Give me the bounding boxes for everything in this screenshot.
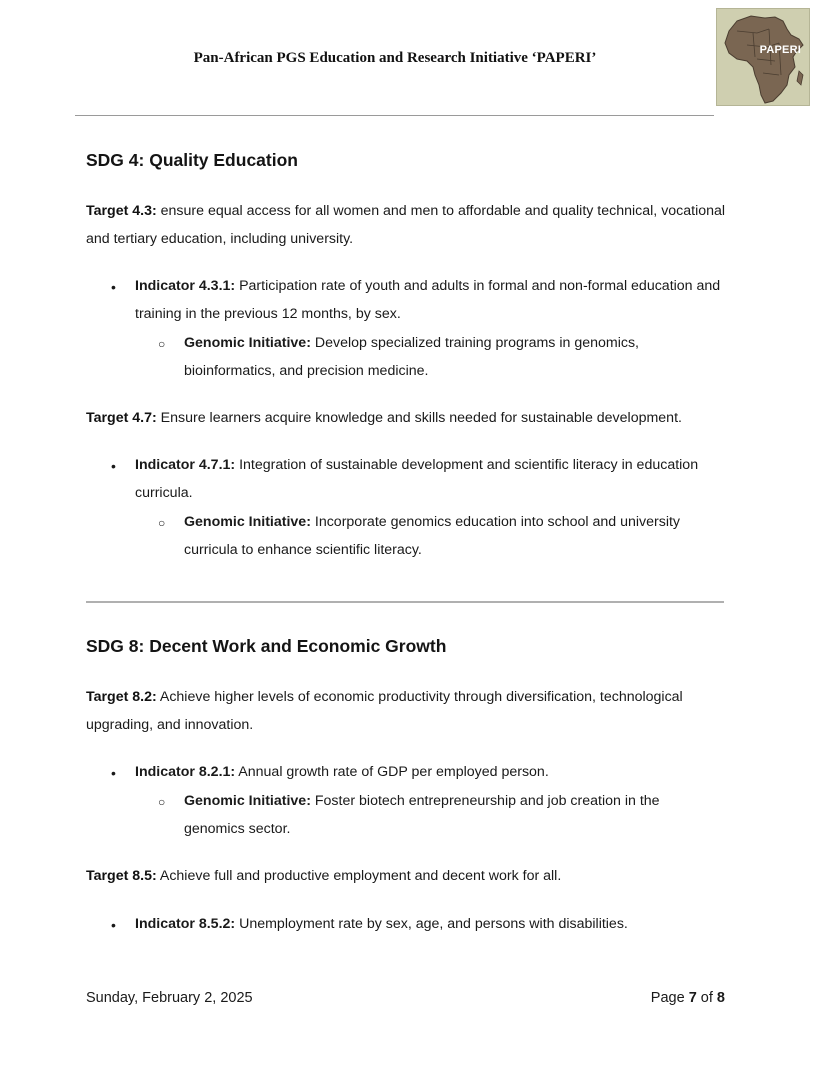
target-label: Target 4.7: (86, 410, 157, 426)
indicator-label: Indicator 8.2.1: (135, 764, 236, 780)
initiative-text: Foster biotech entrepreneurship and job creation in the genomics sector. (184, 793, 660, 837)
indicator-label: Indicator 8.5.2: (135, 916, 236, 932)
page-prefix: Page (650, 990, 689, 1006)
header-title: Pan-African PGS Education and Research Initiative ‘PAPERI’ (193, 50, 597, 66)
target-8-2 (86, 683, 726, 739)
indicator-text: Integration of sustainable development and scientific literacy in education curricula. (135, 457, 699, 501)
target-text: Achieve higher levels of economic productivity through diversification, technological upgrading, and innovation. (86, 689, 683, 733)
genomic-initiative-8-2-1 (184, 787, 724, 843)
bullet-icon: • (111, 917, 116, 933)
page-current: 7 (688, 990, 697, 1006)
indicator-label: Indicator 4.3.1: (135, 278, 236, 294)
africa-map-icon (717, 9, 809, 105)
target-8-5 (86, 862, 726, 890)
bullet-icon: • (111, 279, 116, 295)
section-heading-sdg8: SDG 8: Decent Work and Economic Growth (86, 636, 447, 656)
page-total: 8 (716, 990, 725, 1006)
page-of: of (696, 990, 717, 1006)
initiative-label: Genomic Initiative: (184, 514, 311, 530)
genomic-initiative-4-3-1 (184, 329, 724, 385)
target-text: Achieve full and productive employment and decent work for all. (156, 868, 562, 884)
genomic-initiative-4-7-1 (184, 508, 724, 564)
paperi-logo (716, 8, 810, 106)
target-4-7 (86, 404, 726, 432)
section-divider (86, 601, 724, 603)
bullet-icon: • (111, 458, 116, 474)
target-text: ensure equal access for all women and men to affordable and quality technical, vocational and tertiary education, including university. (86, 203, 726, 247)
indicator-text: Annual growth rate of GDP per employed person. (235, 764, 549, 780)
circle-bullet-icon: ○ (158, 337, 166, 351)
circle-bullet-icon: ○ (158, 795, 166, 809)
indicator-8-5-2 (135, 910, 725, 938)
footer-page-number (651, 990, 725, 1006)
target-label: Target 4.3: (86, 203, 157, 219)
indicator-8-2-1 (135, 758, 725, 786)
indicator-text: Unemployment rate by sex, age, and persons with disabilities. (235, 916, 628, 932)
target-label: Target 8.5: (86, 868, 157, 884)
initiative-label: Genomic Initiative: (184, 335, 311, 351)
indicator-label: Indicator 4.7.1: (135, 457, 236, 473)
target-label: Target 8.2: (86, 689, 157, 705)
initiative-text: Incorporate genomics education into school and university curricula to enhance scientific literacy. (184, 514, 681, 558)
target-4-3 (86, 197, 726, 253)
bullet-icon: • (111, 765, 116, 781)
circle-bullet-icon: ○ (158, 516, 166, 530)
footer-date: Sunday, February 2, 2025 (86, 990, 253, 1006)
initiative-text: Develop specialized training programs in genomics, bioinformatics, and precision medicine. (184, 335, 639, 379)
indicator-4-3-1 (135, 272, 725, 328)
target-text: Ensure learners acquire knowledge and skills needed for sustainable development. (156, 410, 682, 426)
indicator-4-7-1 (135, 451, 725, 507)
header-divider (75, 115, 714, 116)
logo-text: PAPERI (759, 44, 801, 56)
initiative-label: Genomic Initiative: (184, 793, 311, 809)
section-heading-sdg4: SDG 4: Quality Education (86, 150, 298, 170)
indicator-text: Participation rate of youth and adults in formal and non-formal education and training in the previous 12 months, by sex. (135, 278, 721, 322)
